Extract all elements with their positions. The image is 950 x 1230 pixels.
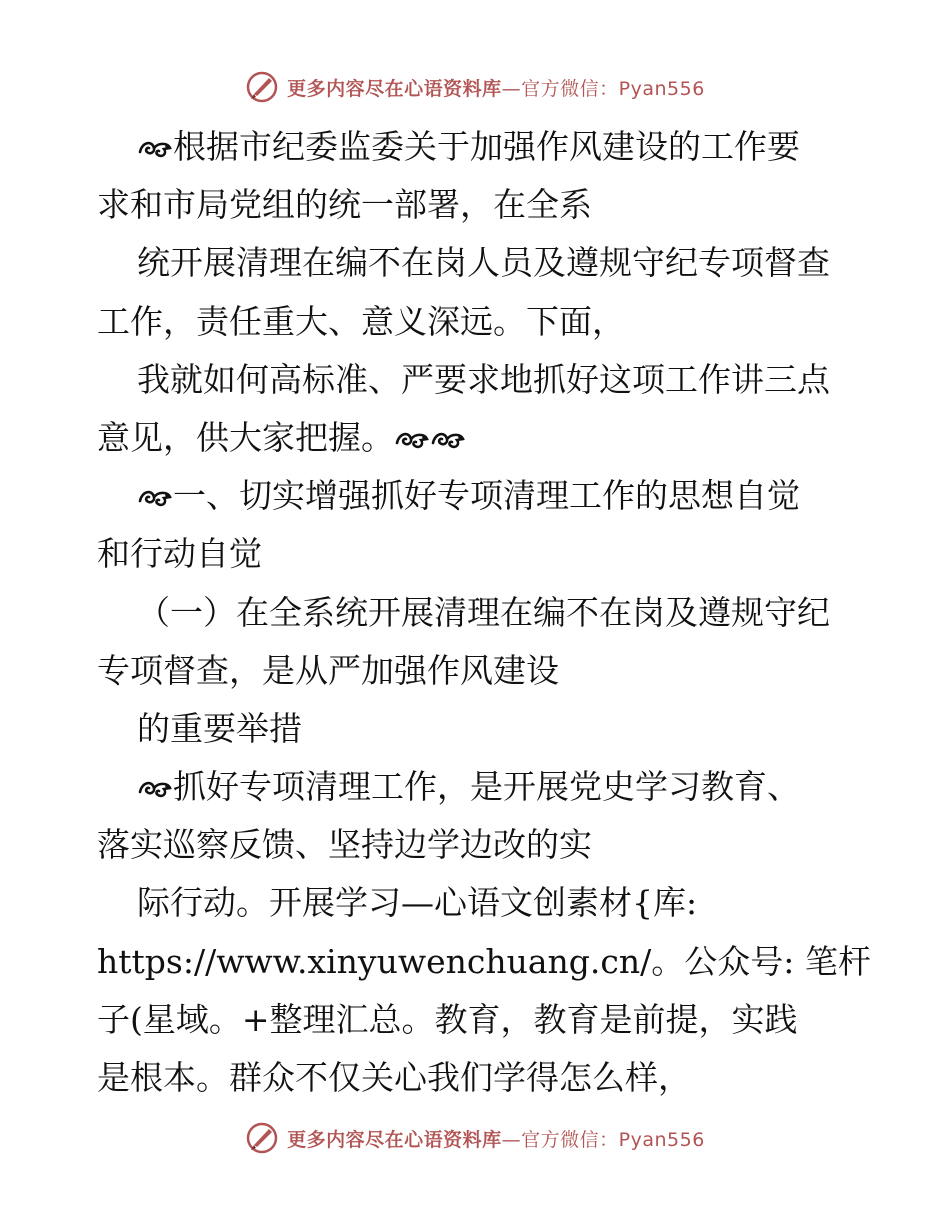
- paragraph-line: [97, 758, 867, 816]
- watermark-text: [287, 74, 705, 101]
- text-line: 一、切实增强抓好专项清理工作的思想自觉: [173, 476, 800, 516]
- paragraph-line: [97, 118, 867, 176]
- text-line: 的重要举措: [137, 708, 302, 748]
- paragraph-line: [97, 351, 867, 409]
- watermark-contact: —官方微信：Pyan556: [501, 77, 705, 100]
- paragraph-line: [97, 933, 871, 991]
- text-line: 我就如何高标准、严要求地抓好这项工作讲三点: [137, 359, 830, 399]
- quill-pen-logo-icon: [245, 70, 279, 104]
- text-line: 统开展清理在编不在岗人员及遵规守纪专项督查: [137, 243, 830, 283]
- text-line: 意见，供大家把握。: [97, 417, 394, 457]
- flower-ornament-icon: [137, 134, 173, 164]
- paragraph-line: [97, 409, 867, 467]
- paragraph-line: [97, 991, 867, 1049]
- footer-watermark: [0, 1121, 950, 1161]
- text-line: 根据市纪委监委关于加强作风建设的工作要: [173, 127, 800, 166]
- text-line: 是根本。群众不仅关心我们学得怎么样，: [97, 1058, 691, 1097]
- watermark-contact: —官方微信：Pyan556: [501, 1128, 705, 1151]
- text-line: 子(星域。+整理汇总。教育，教育是前提，实践: [97, 999, 798, 1039]
- text-line: 求和市局党组的统一部署，在全系: [97, 185, 592, 225]
- text-line: 际行动。开展学习—心语文创素材{库:: [137, 883, 698, 923]
- flower-ornament-icon: [137, 774, 173, 804]
- subsection-heading-line: [97, 700, 867, 758]
- paragraph-line: [97, 1049, 867, 1107]
- subsection-heading-line: [97, 584, 867, 642]
- paragraph-line: [97, 816, 867, 874]
- watermark-text: [287, 1125, 705, 1152]
- flower-ornament-icon: [394, 425, 430, 455]
- text-line: 和行动自觉: [97, 534, 262, 574]
- paragraph-line: [97, 874, 867, 932]
- subsection-heading-line: [97, 642, 867, 700]
- document-body: [97, 118, 871, 1107]
- text-line: 抓好专项清理工作，是开展党史学习教育、: [173, 767, 800, 807]
- paragraph-line: [97, 293, 867, 351]
- text-line: 工作，责任重大、意义深远。下面，: [97, 301, 625, 341]
- quill-pen-logo-icon: [245, 1121, 279, 1155]
- header-watermark: [0, 70, 950, 110]
- text-line: （一）在全系统开展清理在编不在岗及遵规守纪: [137, 592, 830, 632]
- text-line: 专项督查，是从严加强作风建设: [97, 650, 559, 690]
- text-line: https://www.xinyuwenchuang.cn/。公众号: 笔杆: [97, 941, 871, 981]
- paragraph-line: [97, 176, 867, 234]
- flower-ornament-icon: [430, 425, 466, 455]
- section-heading-line: [97, 525, 867, 583]
- watermark-main: 更多内容尽在心语资料库: [287, 77, 502, 100]
- text-line: 落实巡察反馈、坚持边学边改的实: [97, 825, 592, 865]
- watermark-main: 更多内容尽在心语资料库: [287, 1128, 502, 1151]
- section-heading-line: [97, 467, 867, 525]
- paragraph-line: [97, 234, 867, 292]
- flower-ornament-icon: [137, 483, 173, 513]
